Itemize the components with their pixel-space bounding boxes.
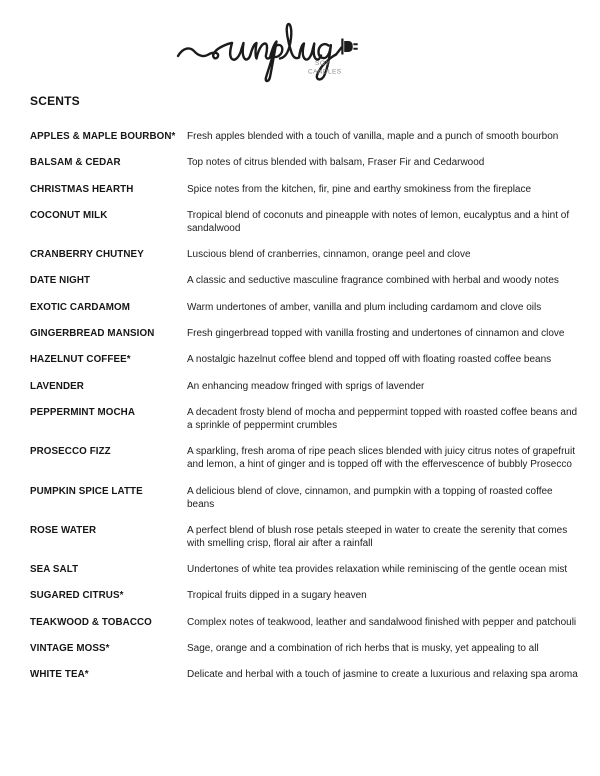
scent-row [30, 248, 580, 261]
scent-row [30, 130, 580, 143]
scent-description: Spice notes from the kitchen, fir, pine and earthy smokiness from the fireplace [187, 183, 532, 195]
scent-description: Undertones of white tea provides relaxation while reminiscing of the gentle ocean mist [187, 564, 568, 576]
scent-description: Luscious blend of cranberries, cinnamon, orange peel and clove [187, 249, 471, 261]
scent-row [30, 380, 580, 393]
scent-name: HAZELNUT COFFEE* [30, 354, 131, 366]
scent-name: CHRISTMAS HEARTH [30, 183, 134, 195]
scent-row [30, 642, 580, 655]
scent-row [30, 563, 580, 576]
scent-row [30, 183, 580, 196]
scent-row [30, 589, 580, 602]
scent-row [30, 327, 580, 340]
unplug-logo [160, 8, 360, 88]
scent-name: VINTAGE MOSS* [30, 643, 110, 655]
page-title: SCENTS [30, 94, 80, 108]
scent-description: Top notes of citrus blended with balsam, Fraser Fir and Cedarwood [187, 157, 485, 169]
scent-name: TEAKWOOD & TOBACCO [30, 616, 152, 628]
scent-name: SEA SALT [30, 564, 79, 576]
scent-description: A perfect blend of blush rose petals steeped in water to create the serenity that comes with smelling crisp, floral air after a rainfall [187, 524, 568, 549]
scent-row [30, 156, 580, 169]
scent-name: ROSE WATER [30, 524, 97, 536]
scent-name: BALSAM & CEDAR [30, 157, 121, 169]
scent-name: PROSECCO FIZZ [30, 446, 111, 458]
scent-row [30, 485, 580, 511]
scent-row [30, 274, 580, 287]
scent-name: LAVENDER [30, 380, 84, 392]
scent-name: APPLES & MAPLE BOURBON* [30, 131, 176, 142]
scent-description: Fresh apples blended with a touch of vanilla, maple and a punch of smooth bourbon [187, 131, 559, 142]
scent-description: Warm undertones of amber, vanilla and plum including cardamom and clove oils [187, 301, 542, 313]
scent-name: CRANBERRY CHUTNEY [30, 249, 144, 261]
scent-row [30, 668, 580, 681]
plug-icon [341, 39, 357, 55]
scent-name: COCONUT MILK [30, 209, 108, 221]
scent-row [30, 353, 580, 366]
logo-band [0, 0, 600, 86]
scent-description: A decadent frosty blend of mocha and peppermint topped with roasted coffee beans and a sprinkle of peppermint crumbles [187, 406, 578, 431]
scent-description: A sparkling, fresh aroma of ripe peach slices blended with juicy citrus notes of grapefruit and lemon, a hint of ginger and is topped off with the effervescence of bubbly Prosecco [187, 446, 575, 471]
scent-row [30, 301, 580, 314]
scent-description: Fresh gingerbread topped with vanilla frosting and undertones of cinnamon and clove [187, 328, 565, 340]
scent-row [30, 524, 580, 550]
scent-row [30, 445, 580, 471]
scent-name: GINGERBREAD MANSION [30, 328, 155, 340]
scent-name: PUMPKIN SPICE LATTE [30, 485, 143, 497]
logo-tagline-soy: SOY [315, 60, 331, 67]
scent-name: DATE NIGHT [30, 275, 91, 287]
scent-description: Delicate and herbal with a touch of jasmine to create a luxurious and relaxing spa aroma [187, 669, 578, 681]
scent-name: SUGARED CITRUS* [30, 590, 124, 602]
scent-description: A delicious blend of clove, cinnamon, and pumpkin with a topping of roasted coffee beans [187, 485, 553, 510]
scent-description: Sage, orange and a combination of rich herbs that is musky, yet appealing to all [187, 643, 539, 655]
scent-description: Tropical fruits dipped in a sugary heaven [187, 590, 367, 602]
scent-description: Complex notes of teakwood, leather and sandalwood finished with pepper and patchouli [187, 616, 577, 628]
scent-description: Tropical blend of coconuts and pineapple with notes of lemon, eucalyptus and a hint of sandalwood [187, 209, 570, 234]
scent-row [30, 406, 580, 432]
scent-description: A classic and seductive masculine fragrance combined with herbal and woody notes [187, 275, 559, 287]
scent-description: A nostalgic hazelnut coffee blend and topped off with floating roasted coffee beans [187, 354, 552, 366]
scent-row [30, 209, 580, 235]
scent-name: EXOTIC CARDAMOM [30, 301, 131, 313]
scent-name: WHITE TEA* [30, 669, 89, 681]
scents-table [30, 130, 580, 681]
scent-name: PEPPERMINT MOCHA [30, 406, 136, 418]
logo-tagline-candles: CANDLES [308, 68, 342, 76]
scent-row [30, 616, 580, 629]
scent-description: An enhancing meadow fringed with sprigs of lavender [187, 380, 425, 392]
